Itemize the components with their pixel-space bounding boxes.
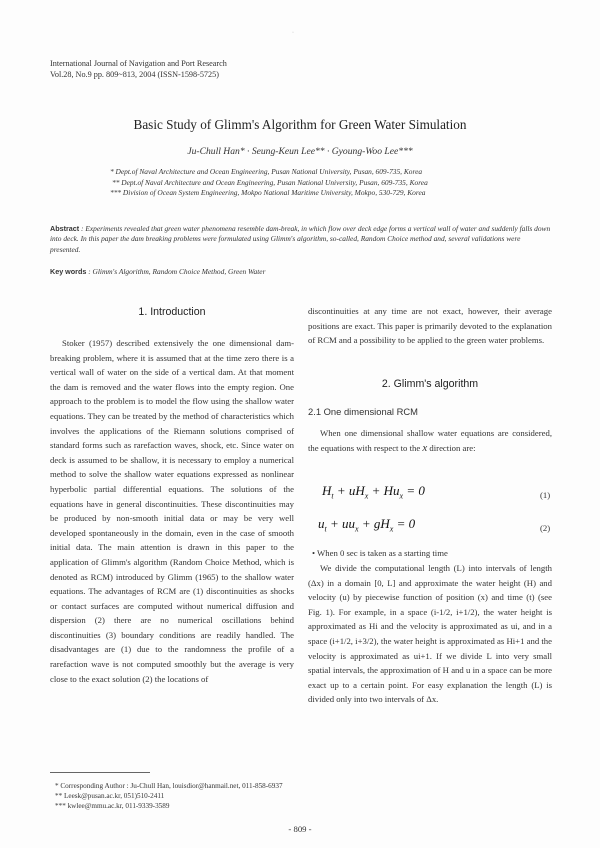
section-2-intro-text: When one dimensional shallow water equations are considered, the equations with respect to the	[308, 428, 552, 453]
affiliation-2: ** Dept.of Naval Architecture and Ocean Engineering, Pusan National University, Pusan, 609-735, Korea	[112, 177, 428, 187]
section-2-heading: 2. Glimm's algorithm	[381, 378, 479, 390]
section-2-body	[308, 561, 552, 707]
footnote-2: ** Leesk@pusan.ac.kr, 051)510-2411	[55, 792, 165, 800]
subsection-heading: 2.1 One dimensional RCM	[308, 406, 418, 417]
introduction-paragraph: Stoker (1957) described extensively the one dimensional dam-breaking problem, where it is assumed that at the time zero there is a vertical wall of water on the side of a vertical dam. At that moment the dam is removed and the water flows into the empty region. One approach to the problem is to model the flow using the shallow water equations. They can be treated by the method of characteristics which involves the applications of the Riemann solutions comprised of standard forms such as rarefaction waves, shock, etc. Since water on deck is assumed to be shallow, it is necessary to employ a numerical method to solve the shallow water equations expressed as nonlinear hyperbolic partial differential equations. The solutions of the equations have in general discontinuities. These discontinuities may be produced by non-smooth initial data or may be very well developed spontaneously in the domain, even in the case of smooth initial data. The main attention is drawn in this paper to the application of Glimm's algorithm (Random Choice Method, which is denoted as RCM) introduced by Glimm (1965) to the shallow water equations. The advantages of RCM are (1) discontinuities as shocks or contact surfaces are computed without numerical diffusion and dispersion (2) there are no numerical oscillations behind discontinuities (3) boundary conditions are readily handled. The disadvantages are (1) due to the randomness the profile of a rarefaction wave is not computed smoothly but the average is very close to the exact solution (2) the locations of	[50, 338, 294, 684]
section-1-heading: 1. Introduction	[138, 306, 206, 318]
introduction-body	[50, 336, 294, 686]
equation-2: $u_t + uu_x + gH_x = 0$	[318, 516, 416, 534]
equation-1-number: (1)	[540, 490, 551, 500]
footnote-1: * Corresponding Author : Ju-Chull Han, louisdior@hanmail.net, 011-858-6937	[55, 782, 283, 790]
section-2-intro	[308, 426, 552, 455]
journal-name: International Journal of Navigation and Port Research	[50, 59, 227, 68]
keywords-text: : Glimm's Algorithm, Random Choice Method, Green Water	[88, 267, 266, 276]
x-symbol: x	[422, 441, 428, 454]
page-number: - 809 -	[288, 824, 312, 834]
introduction-continued	[308, 304, 552, 348]
equation-2-number: (2)	[540, 523, 551, 533]
keywords	[50, 267, 265, 276]
keywords-label: Key words	[50, 267, 87, 276]
introduction-continued-text: discontinuities at any time are not exact, however, their average positions are exact. This paper is primarily devoted to the explanation of RCM and a possibility to be applied to the green water problems.	[308, 306, 552, 346]
journal-volume: Vol.28, No.9 pp. 809~813, 2004 (ISSN-1598-5725)	[50, 70, 219, 79]
footnote-divider	[50, 772, 150, 773]
journal-header	[50, 58, 227, 80]
footnotes	[55, 781, 283, 811]
footnote-3: *** kwlee@mmu.ac.kr, 011-9339-3589	[55, 802, 170, 810]
paper-title: Basic Study of Glimm's Algorithm for Green Water Simulation	[133, 117, 467, 132]
section-2-paragraph: We divide the computational length (L) into intervals of length (Δx) in a domain [0, L] and approximate the water height (H) and velocity (u) by piecewise function of position (x) and time (t) (see Fig. 1). For example, in a space (i-1/2, i+1/2), the water height is approximated as Hi and the velocity is approximated as ui, and in a space (i+1/2, i+3/2), the water height is approximated as Hi+1 and the velocity is approximated as ui+1. If we divide L into very small spatial intervals, the approximation of H and u in a space can be more exact up to a certain point. For easy explanation the length (L) is divided only into two intervals of Δx.	[308, 563, 552, 705]
abstract	[50, 224, 552, 255]
bullet-item: • When 0 sec is taken as a starting time	[312, 548, 448, 558]
section-2-intro-end: direction are:	[429, 442, 476, 453]
equation-1: $H_t + uH_x + Hu_x = 0$	[322, 483, 425, 501]
affiliations	[110, 167, 428, 199]
abstract-label: Abstract	[50, 224, 80, 233]
affiliation-1: * Dept.of Naval Architecture and Ocean Engineering, Pusan National University, Pusan, 609-735, Korea	[110, 167, 423, 176]
affiliation-3: *** Division of Ocean System Engineering, Mokpo National Maritime University, Mokpo, 530-729, Korea	[110, 188, 426, 198]
abstract-text: : Experiments revealed that green water phenomena resemble dam-break, in which flow over deck edge forms a vertical wall of water and suddenly falls down into deck. In this paper the dam breaking problems were formulated using Glimm's algorithm, so-called, Random Choice method and, several validations were presented.	[50, 224, 551, 254]
paper-authors: Ju-Chull Han* · Seung-Keun Lee** · Gyoung-Woo Lee***	[187, 146, 413, 157]
decorative-mark: ·	[292, 30, 294, 36]
